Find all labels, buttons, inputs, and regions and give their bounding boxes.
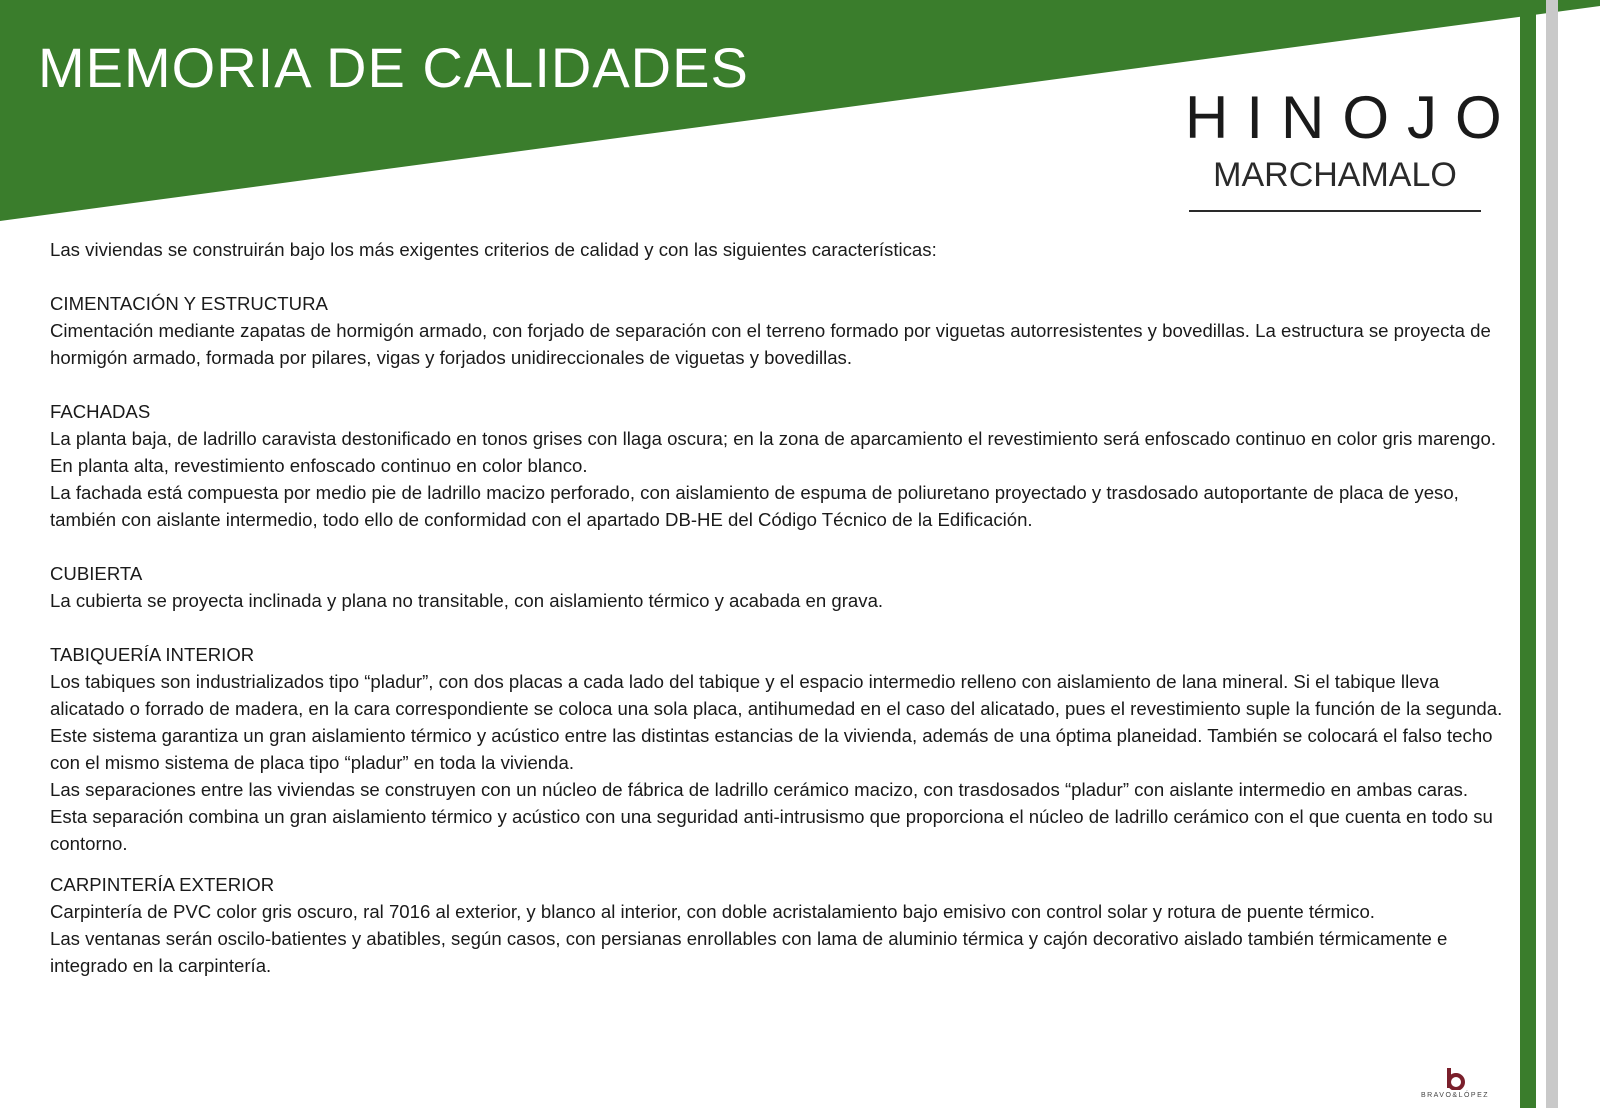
section-paragraph: Las separaciones entre las viviendas se construyen con un núcleo de fábrica de ladrillo cerámico macizo, con trasdosados “pladur” con aislante intermedio en ambas caras. Esta separación combina un gran aislamiento térmico y acústico con una seguridad anti-intrusismo que proporciona el núcleo de ladrillo cerámico con el que cuenta en todo su contorno. bbox=[50, 779, 1493, 854]
logo-underline bbox=[1189, 210, 1481, 212]
section-tabiqueria bbox=[50, 641, 1510, 857]
section-paragraph: La fachada está compuesta por medio pie de ladrillo macizo perforado, con aislamiento de espuma de poliuretano proyectado y trasdosado autoportante de placa de yeso, también con aislante intermedio, todo ello de conformidad con el apartado DB-HE del Código Técnico de la Edificación. bbox=[50, 482, 1459, 530]
section-carpinteria bbox=[50, 871, 1510, 979]
project-logo bbox=[1185, 84, 1520, 212]
section-heading: CUBIERTA bbox=[50, 563, 143, 584]
section-paragraph: Cimentación mediante zapatas de hormigón armado, con forjado de separación con el terreno formado por viguetas autorresistentes y bovedillas. La estructura se proyecta de hormigón armado, formada por pilares, vigas y forjados unidireccionales de viguetas y bovedillas. bbox=[50, 320, 1491, 368]
section-paragraph: Carpintería de PVC color gris oscuro, ral 7016 al exterior, y blanco al interior, con doble acristalamiento bajo emisivo con control solar y rotura de puente térmico. bbox=[50, 901, 1375, 922]
company-logo bbox=[1412, 1068, 1498, 1104]
section-heading: CIMENTACIÓN Y ESTRUCTURA bbox=[50, 293, 328, 314]
section-paragraph: En planta alta, revestimiento enfoscado continuo en color blanco. bbox=[50, 455, 588, 476]
intro-text: Las viviendas se construirán bajo los más exigentes criterios de calidad y con las siguientes características: bbox=[50, 239, 937, 260]
gray-stripe bbox=[1546, 0, 1558, 1108]
section-fachadas bbox=[50, 398, 1510, 533]
project-location: MARCHAMALO bbox=[1213, 156, 1457, 194]
section-paragraph: La planta baja, de ladrillo caravista destonificado en tonos grises con llaga oscura; en la zona de aparcamiento el revestimiento será enfoscado continuo en color gris marengo. bbox=[50, 428, 1497, 449]
section-cimentacion bbox=[50, 290, 1510, 371]
project-name: HINOJO bbox=[1185, 84, 1520, 151]
company-name: BRAVO&LÓPEZ bbox=[1420, 1092, 1490, 1099]
section-cubierta bbox=[50, 560, 1510, 614]
green-stripe bbox=[1520, 0, 1536, 1108]
section-heading: FACHADAS bbox=[50, 401, 151, 422]
document-body bbox=[50, 236, 1510, 979]
section-paragraph: Las ventanas serán oscilo-batientes y abatibles, según casos, con persianas enrollables con lama de aluminio térmica y cajón decorativo aislado también térmicamente e integrado en la carpintería. bbox=[50, 928, 1448, 976]
section-paragraph: Los tabiques son industrializados tipo “pladur”, con dos placas a cada lado del tabique y el espacio intermedio relleno con aislamiento de lana mineral. Si el tabique lleva alicatado o forrado de madera, en la cara correspondiente se coloca una sola placa, antihumedad en el caso del alicatado, pues el revestimiento suple la función de la segunda. Este sistema garantiza un gran aislamiento térmico y acústico entre las distintas estancias de la vivienda, además de una óptima planeidad. También se colocará el falso techo con el mismo sistema de placa tipo “pladur” en toda la vivienda. bbox=[50, 671, 1503, 773]
page-title: MEMORIA DE CALIDADES bbox=[38, 36, 749, 99]
section-heading: TABIQUERÍA INTERIOR bbox=[50, 644, 255, 665]
section-paragraph: La cubierta se proyecta inclinada y plana no transitable, con aislamiento térmico y acabada en grava. bbox=[50, 590, 884, 611]
bravo-lopez-logo-icon bbox=[1443, 1068, 1467, 1090]
section-heading: CARPINTERÍA EXTERIOR bbox=[50, 874, 275, 895]
